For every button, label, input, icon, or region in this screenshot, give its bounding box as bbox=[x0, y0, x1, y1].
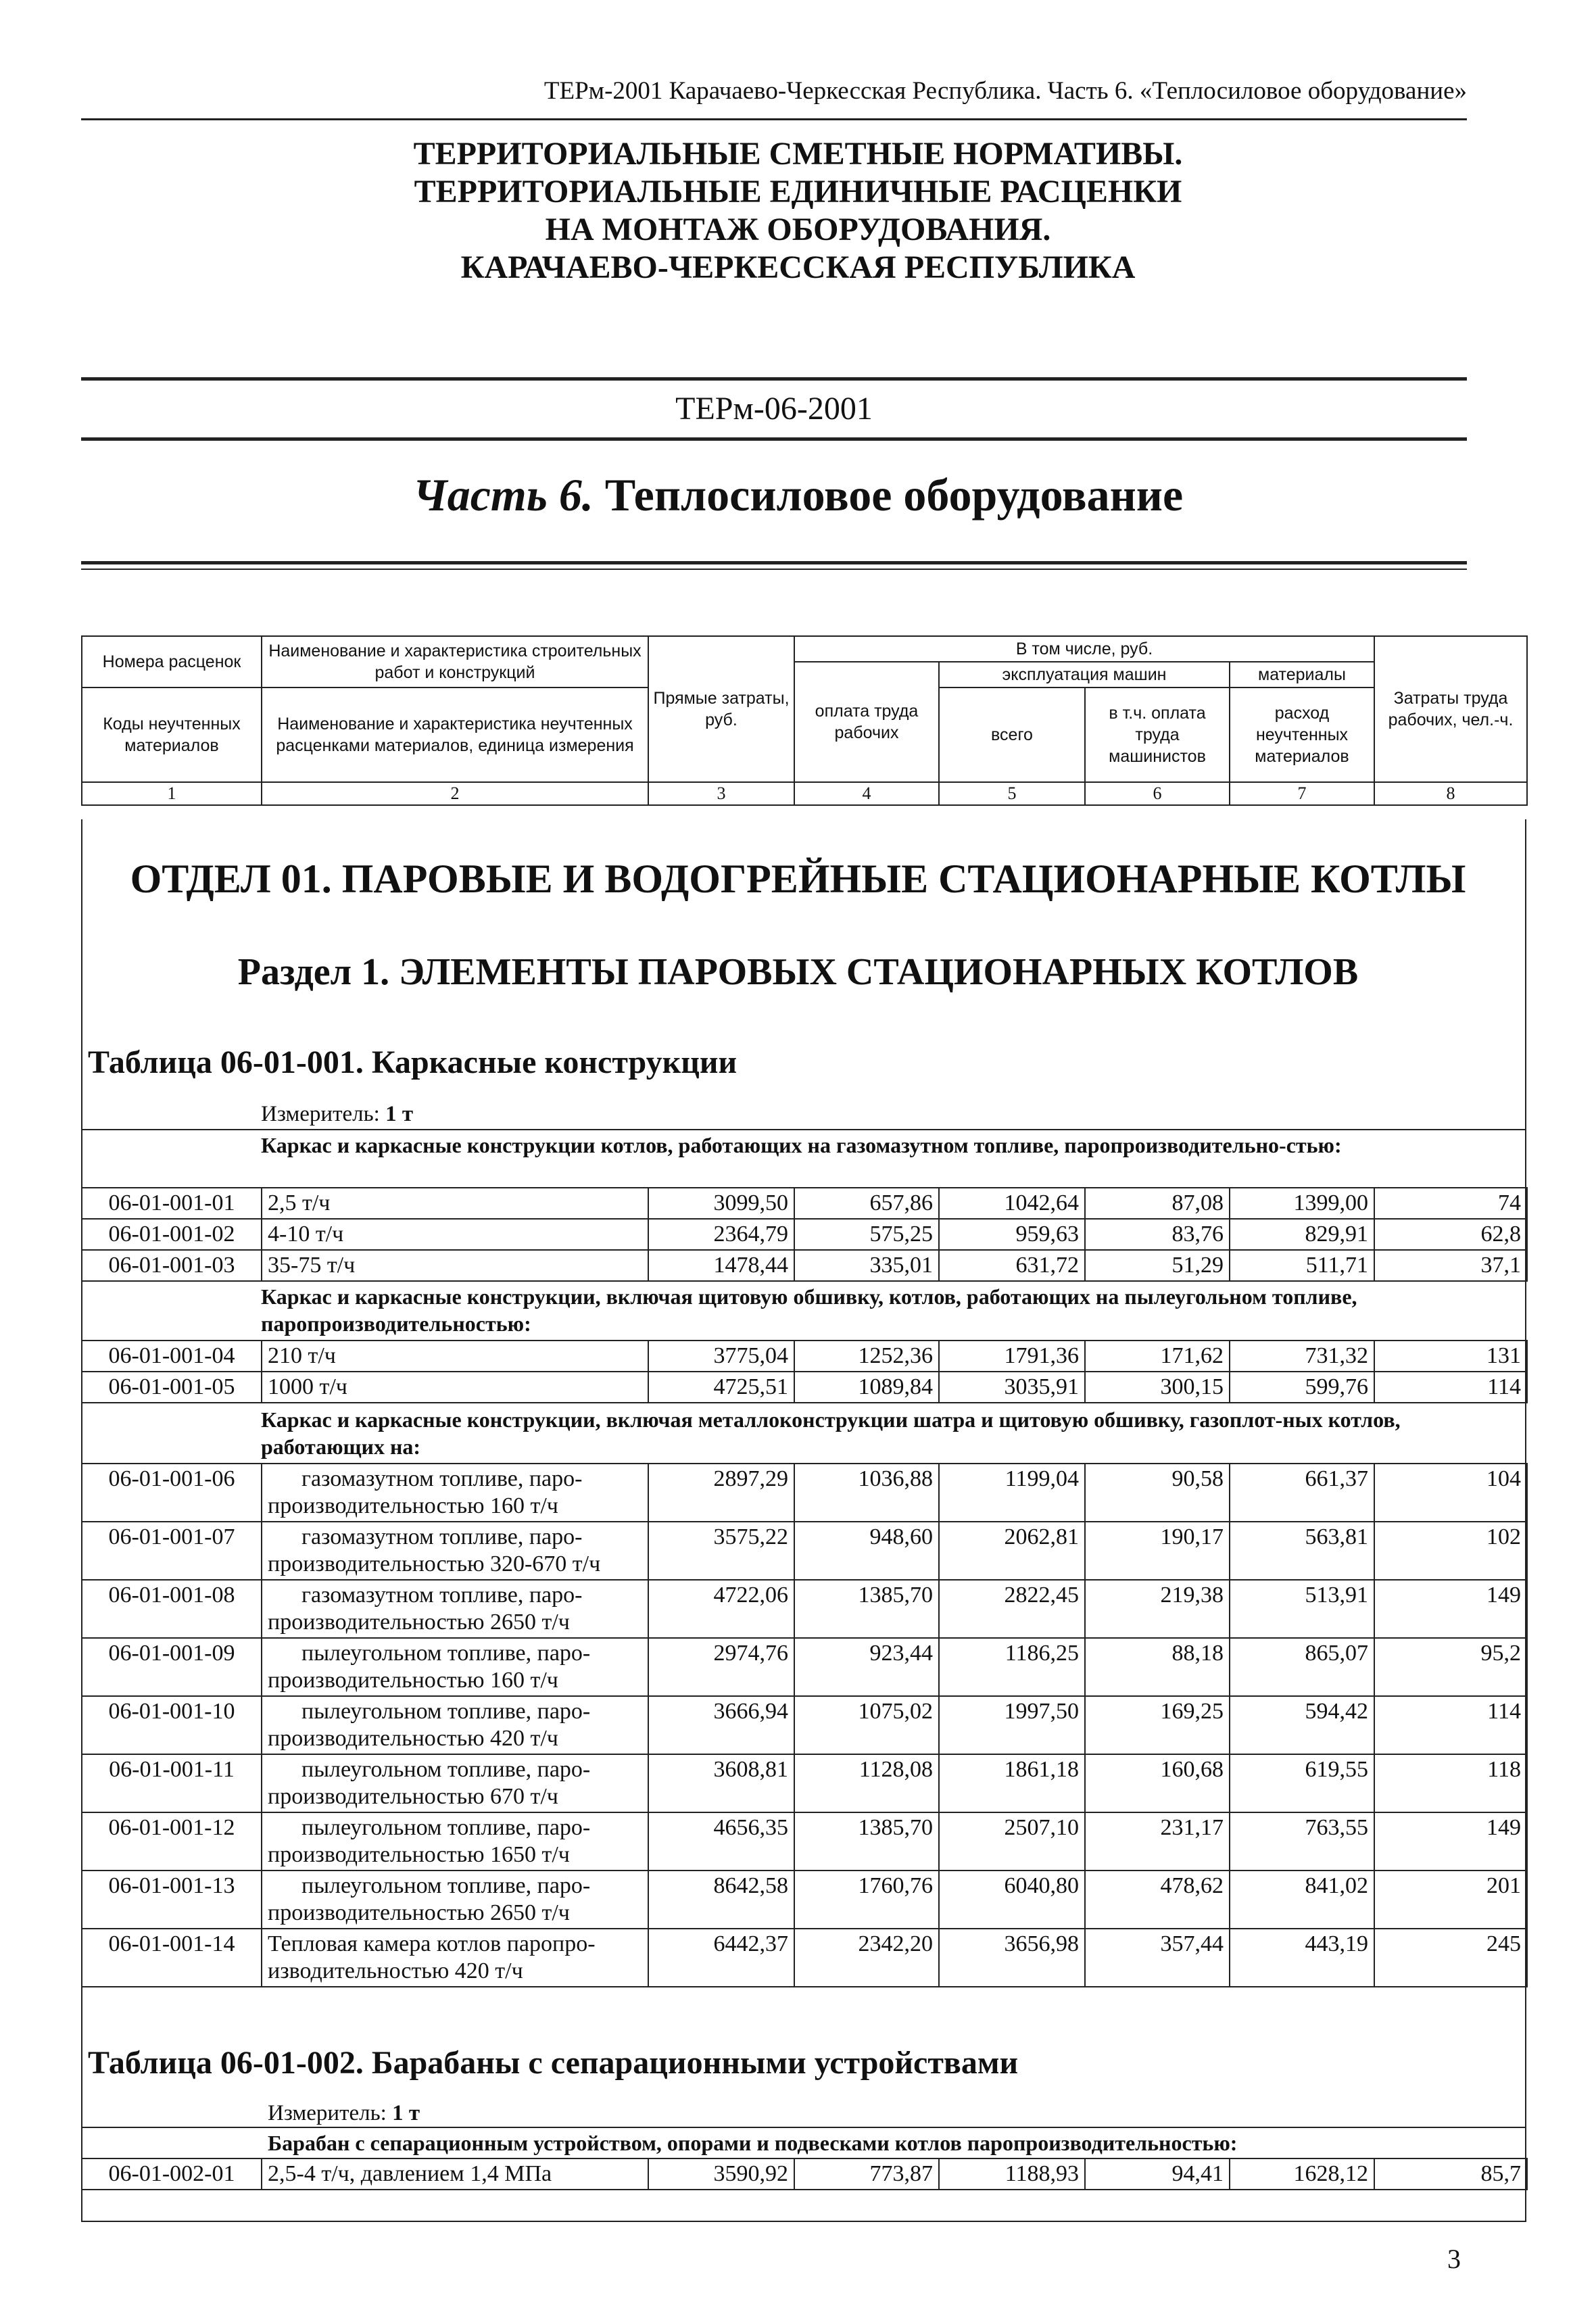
header-c3: Прямые затраты, руб. bbox=[648, 636, 794, 782]
section-title: ОТДЕЛ 01. ПАРОВЫЕ И ВОДОГРЕЙНЫЕ СТАЦИОНАРНЫЕ КОТЛЫ bbox=[130, 857, 1466, 901]
unit-label: Измеритель: 1 т bbox=[268, 2101, 420, 2125]
title-line: КАРАЧАЕВО-ЧЕРКЕССКАЯ РЕСПУБЛИКА bbox=[460, 249, 1136, 285]
rate-code: 06-01-001-01 bbox=[82, 1188, 262, 1219]
header-incl: В том числе, руб. bbox=[794, 636, 1374, 662]
labor-pay: 1252,36 bbox=[794, 1341, 939, 1372]
title-line: НА МОНТАЖ ОБОРУДОВАНИЯ. bbox=[545, 212, 1051, 247]
table-row bbox=[82, 1696, 1527, 1754]
header-machines: эксплуатация машин bbox=[939, 662, 1230, 687]
labor-pay: 923,44 bbox=[794, 1638, 939, 1696]
rate-code: 06-01-001-07 bbox=[82, 1522, 262, 1580]
labor-pay: 773,87 bbox=[794, 2158, 939, 2190]
materials-cost: 594,42 bbox=[1230, 1696, 1374, 1754]
part-title bbox=[0, 466, 1596, 523]
machines-total: 1997,50 bbox=[939, 1696, 1085, 1754]
rate-name: 210 т/ч bbox=[262, 1341, 648, 1372]
rates-table-c bbox=[81, 1463, 1528, 1987]
rate-code: 06-01-001-05 bbox=[82, 1372, 262, 1403]
direct-cost: 1478,44 bbox=[648, 1250, 794, 1281]
labor-hours: 37,1 bbox=[1374, 1250, 1527, 1281]
rate-name: пылеугольном топливе, паро- производительностью 1650 т/ч bbox=[262, 1812, 648, 1871]
materials-cost: 1399,00 bbox=[1230, 1188, 1374, 1219]
double-divider bbox=[81, 561, 1467, 570]
machines-total: 3035,91 bbox=[939, 1372, 1085, 1403]
labor-pay: 1075,02 bbox=[794, 1696, 939, 1754]
part-number: Часть 6. bbox=[412, 469, 594, 521]
table-row bbox=[82, 1188, 1527, 1219]
table-row bbox=[82, 1464, 1527, 1522]
column-number: 3 bbox=[648, 782, 794, 805]
table-title: Таблица 06-01-001. Каркасные конструкции bbox=[88, 1044, 737, 1080]
labor-pay: 1385,70 bbox=[794, 1812, 939, 1871]
operators-pay: 83,76 bbox=[1085, 1219, 1230, 1250]
labor-hours: 114 bbox=[1374, 1696, 1527, 1754]
table-row bbox=[82, 1638, 1527, 1696]
machines-total: 3656,98 bbox=[939, 1929, 1085, 1987]
table-title: Таблица 06-01-002. Барабаны с сепарационными устройствами bbox=[88, 2045, 1019, 2081]
page-number: 3 bbox=[1447, 2244, 1461, 2274]
materials-cost: 841,02 bbox=[1230, 1871, 1374, 1929]
rate-name: 1000 т/ч bbox=[262, 1372, 648, 1403]
rate-name: Тепловая камера котлов паропро- изводительностью 420 т/ч bbox=[262, 1929, 648, 1987]
document-title bbox=[0, 135, 1596, 287]
labor-pay: 1128,08 bbox=[794, 1754, 939, 1812]
labor-pay: 1089,84 bbox=[794, 1372, 939, 1403]
labor-hours: 201 bbox=[1374, 1871, 1527, 1929]
machines-total: 2822,45 bbox=[939, 1580, 1085, 1638]
operators-pay: 300,15 bbox=[1085, 1372, 1230, 1403]
unit-label: Измеритель: 1 т bbox=[261, 1102, 414, 1126]
operators-pay: 190,17 bbox=[1085, 1522, 1230, 1580]
operators-pay: 160,68 bbox=[1085, 1754, 1230, 1812]
table-row bbox=[82, 1812, 1527, 1871]
direct-cost: 2897,29 bbox=[648, 1464, 794, 1522]
labor-hours: 102 bbox=[1374, 1522, 1527, 1580]
column-number: 1 bbox=[82, 782, 262, 805]
labor-pay: 575,25 bbox=[794, 1219, 939, 1250]
rate-code: 06-01-001-12 bbox=[82, 1812, 262, 1871]
rate-name: пылеугольном топливе, паро- производительностью 160 т/ч bbox=[262, 1638, 648, 1696]
machines-total: 6040,80 bbox=[939, 1871, 1085, 1929]
direct-cost: 2974,76 bbox=[648, 1638, 794, 1696]
title-line: ТЕРРИТОРИАЛЬНЫЕ СМЕТНЫЕ НОРМАТИВЫ. bbox=[413, 136, 1183, 172]
header-c8: Затраты труда рабочих, чел.-ч. bbox=[1374, 636, 1527, 782]
labor-hours: 104 bbox=[1374, 1464, 1527, 1522]
labor-hours: 149 bbox=[1374, 1580, 1527, 1638]
materials-cost: 1628,12 bbox=[1230, 2158, 1374, 2190]
materials-cost: 599,76 bbox=[1230, 1372, 1374, 1403]
rate-name: газомазутном топливе, паро- производительностью 2650 т/ч bbox=[262, 1580, 648, 1638]
materials-cost: 443,19 bbox=[1230, 1929, 1374, 1987]
column-number: 6 bbox=[1085, 782, 1230, 805]
materials-cost: 619,55 bbox=[1230, 1754, 1374, 1812]
doc-code: ТЕРм-06-2001 bbox=[675, 391, 873, 427]
running-header-text: ТЕРм-2001 Карачаево-Черкесская Республика. Часть 6. «Теплосиловое оборудование» bbox=[543, 77, 1467, 105]
rate-code: 06-01-001-14 bbox=[82, 1929, 262, 1987]
operators-pay: 88,18 bbox=[1085, 1638, 1230, 1696]
subsection-title: Раздел 1. ЭЛЕМЕНТЫ ПАРОВЫХ СТАЦИОНАРНЫХ КОТЛОВ bbox=[237, 951, 1359, 993]
column-number: 7 bbox=[1230, 782, 1374, 805]
column-number: 5 bbox=[939, 782, 1085, 805]
rate-code: 06-01-001-04 bbox=[82, 1341, 262, 1372]
rate-name: пылеугольном топливе, паро- производительностью 670 т/ч bbox=[262, 1754, 648, 1812]
table-row bbox=[82, 1929, 1527, 1987]
labor-pay: 948,60 bbox=[794, 1522, 939, 1580]
machines-total: 2062,81 bbox=[939, 1522, 1085, 1580]
title-line: ТЕРРИТОРИАЛЬНЫЕ ЕДИНИЧНЫЕ РАСЦЕНКИ bbox=[414, 174, 1182, 210]
rate-code: 06-01-001-02 bbox=[82, 1219, 262, 1250]
materials-cost: 829,91 bbox=[1230, 1219, 1374, 1250]
direct-cost: 3575,22 bbox=[648, 1522, 794, 1580]
table-row bbox=[82, 1219, 1527, 1250]
operators-pay: 169,25 bbox=[1085, 1696, 1230, 1754]
table-row bbox=[82, 1754, 1527, 1812]
labor-hours: 245 bbox=[1374, 1929, 1527, 1987]
unit-value: 1 т bbox=[385, 1102, 414, 1126]
operators-pay: 357,44 bbox=[1085, 1929, 1230, 1987]
column-number: 8 bbox=[1374, 782, 1527, 805]
rates-table-b bbox=[81, 1340, 1528, 1403]
unit-value: 1 т bbox=[392, 2101, 420, 2125]
rate-code: 06-01-001-11 bbox=[82, 1754, 262, 1812]
group-heading: Каркас и каркасные конструкции, включая металлоконструкции шатра и щитовую обшивку, газоплот-ных котлов, работающих на: bbox=[261, 1407, 1401, 1459]
machines-total: 1042,64 bbox=[939, 1188, 1085, 1219]
header-c1-bottom: Коды неучтенных материалов bbox=[82, 687, 262, 782]
direct-cost: 2364,79 bbox=[648, 1219, 794, 1250]
rate-code: 06-01-001-10 bbox=[82, 1696, 262, 1754]
header-c4: оплата труда рабочих bbox=[794, 662, 939, 782]
materials-cost: 511,71 bbox=[1230, 1250, 1374, 1281]
labor-pay: 335,01 bbox=[794, 1250, 939, 1281]
rate-name: 2,5 т/ч bbox=[262, 1188, 648, 1219]
column-number: 2 bbox=[262, 782, 648, 805]
labor-hours: 95,2 bbox=[1374, 1638, 1527, 1696]
materials-cost: 513,91 bbox=[1230, 1580, 1374, 1638]
table-row bbox=[82, 1522, 1527, 1580]
table-row bbox=[82, 1341, 1527, 1372]
rate-code: 06-01-002-01 bbox=[82, 2158, 262, 2190]
rate-code: 06-01-001-03 bbox=[82, 1250, 262, 1281]
materials-cost: 563,81 bbox=[1230, 1522, 1374, 1580]
direct-cost: 3590,92 bbox=[648, 2158, 794, 2190]
table-row bbox=[82, 1250, 1527, 1281]
rate-name: пылеугольном топливе, паро- производительностью 2650 т/ч bbox=[262, 1871, 648, 1929]
rate-name: 2,5-4 т/ч, давлением 1,4 МПа bbox=[262, 2158, 648, 2190]
table-row bbox=[82, 2158, 1527, 2190]
labor-hours: 118 bbox=[1374, 1754, 1527, 1812]
labor-hours: 149 bbox=[1374, 1812, 1527, 1871]
labor-pay: 1760,76 bbox=[794, 1871, 939, 1929]
rate-code: 06-01-001-09 bbox=[82, 1638, 262, 1696]
table-row bbox=[82, 1871, 1527, 1929]
rate-name: газомазутном топливе, паро- производительностью 160 т/ч bbox=[262, 1464, 648, 1522]
operators-pay: 90,58 bbox=[1085, 1464, 1230, 1522]
rates-table-2 bbox=[81, 2158, 1528, 2190]
machines-total: 959,63 bbox=[939, 1219, 1085, 1250]
direct-cost: 3775,04 bbox=[648, 1341, 794, 1372]
table-row bbox=[82, 1372, 1527, 1403]
machines-total: 2507,10 bbox=[939, 1812, 1085, 1871]
direct-cost: 4722,06 bbox=[648, 1580, 794, 1638]
column-number: 4 bbox=[794, 782, 939, 805]
group-heading: Барабан с сепарационным устройством, опорами и подвесками котлов паропроизводительностью: bbox=[268, 2131, 1238, 2155]
operators-pay: 231,17 bbox=[1085, 1812, 1230, 1871]
labor-hours: 131 bbox=[1374, 1341, 1527, 1372]
operators-pay: 219,38 bbox=[1085, 1580, 1230, 1638]
direct-cost: 3608,81 bbox=[648, 1754, 794, 1812]
rate-name: пылеугольном топливе, паро- производительностью 420 т/ч bbox=[262, 1696, 648, 1754]
labor-pay: 2342,20 bbox=[794, 1929, 939, 1987]
running-header bbox=[81, 64, 1467, 120]
header-c6: в т.ч. оплата труда машинистов bbox=[1085, 687, 1230, 782]
rate-code: 06-01-001-13 bbox=[82, 1871, 262, 1929]
machines-total: 1188,93 bbox=[939, 2158, 1085, 2190]
labor-hours: 74 bbox=[1374, 1188, 1527, 1219]
rate-code: 06-01-001-06 bbox=[82, 1464, 262, 1522]
operators-pay: 171,62 bbox=[1085, 1341, 1230, 1372]
machines-total: 631,72 bbox=[939, 1250, 1085, 1281]
operators-pay: 87,08 bbox=[1085, 1188, 1230, 1219]
column-header-table bbox=[81, 635, 1528, 806]
header-c2-top: Наименование и характеристика строительных работ и конструкций bbox=[262, 636, 648, 687]
header-c7: расход неучтенных материалов bbox=[1230, 687, 1374, 782]
machines-total: 1186,25 bbox=[939, 1638, 1085, 1696]
group-heading: Каркас и каркасные конструкции котлов, работающих на газомазутном топливе, паропроизводительно-стью: bbox=[261, 1133, 1342, 1157]
rates-table-a bbox=[81, 1187, 1528, 1282]
rate-name: 4-10 т/ч bbox=[262, 1219, 648, 1250]
direct-cost: 4725,51 bbox=[648, 1372, 794, 1403]
operators-pay: 94,41 bbox=[1085, 2158, 1230, 2190]
header-c1-top: Номера расценок bbox=[82, 636, 262, 687]
labor-hours: 62,8 bbox=[1374, 1219, 1527, 1250]
labor-hours: 85,7 bbox=[1374, 2158, 1527, 2190]
part-name: Теплосиловое оборудование bbox=[593, 469, 1184, 521]
rate-name: 35-75 т/ч bbox=[262, 1250, 648, 1281]
header-c2-bottom: Наименование и характеристика неучтенных расценками материалов, единица измерения bbox=[262, 687, 648, 782]
rate-name: газомазутном топливе, паро- производительностью 320-670 т/ч bbox=[262, 1522, 648, 1580]
direct-cost: 6442,37 bbox=[648, 1929, 794, 1987]
rate-code: 06-01-001-08 bbox=[82, 1580, 262, 1638]
machines-total: 1791,36 bbox=[939, 1341, 1085, 1372]
machines-total: 1199,04 bbox=[939, 1464, 1085, 1522]
header-c5: всего bbox=[939, 687, 1085, 782]
labor-pay: 1385,70 bbox=[794, 1580, 939, 1638]
direct-cost: 8642,58 bbox=[648, 1871, 794, 1929]
operators-pay: 478,62 bbox=[1085, 1871, 1230, 1929]
machines-total: 1861,18 bbox=[939, 1754, 1085, 1812]
labor-pay: 657,86 bbox=[794, 1188, 939, 1219]
materials-cost: 731,32 bbox=[1230, 1341, 1374, 1372]
labor-hours: 114 bbox=[1374, 1372, 1527, 1403]
doc-code-block bbox=[81, 377, 1467, 441]
operators-pay: 51,29 bbox=[1085, 1250, 1230, 1281]
materials-cost: 661,37 bbox=[1230, 1464, 1374, 1522]
direct-cost: 3099,50 bbox=[648, 1188, 794, 1219]
materials-cost: 763,55 bbox=[1230, 1812, 1374, 1871]
materials-cost: 865,07 bbox=[1230, 1638, 1374, 1696]
direct-cost: 3666,94 bbox=[648, 1696, 794, 1754]
group-heading: Каркас и каркасные конструкции, включая щитовую обшивку, котлов, работающих на пылеугольном топливе, паропроизводительностью: bbox=[261, 1284, 1357, 1336]
header-materials: материалы bbox=[1230, 662, 1374, 687]
divider bbox=[81, 437, 1467, 441]
labor-pay: 1036,88 bbox=[794, 1464, 939, 1522]
direct-cost: 4656,35 bbox=[648, 1812, 794, 1871]
table-row bbox=[82, 1580, 1527, 1638]
